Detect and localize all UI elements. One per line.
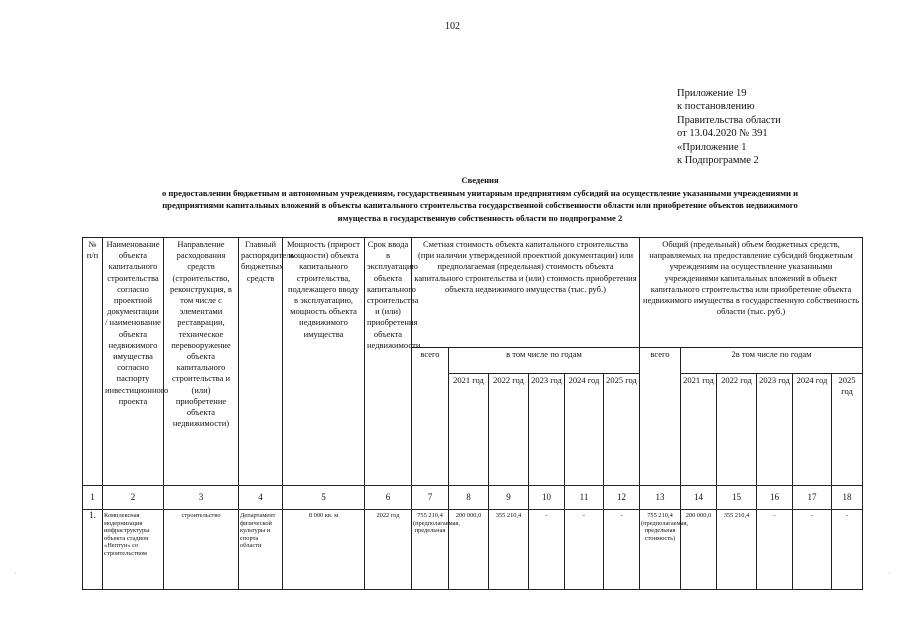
- row-vol-total: 755 210,4 (предполагаемая, предельная стоимость): [640, 510, 681, 590]
- row-est-2024: -: [565, 510, 604, 590]
- column-number: 8: [449, 486, 489, 510]
- row-term: 2022 год: [365, 510, 412, 590]
- title-line: предприятиями капитальных вложений в объекты капитального строительства государственной собственности области или приобретение объектов недвижимого: [162, 200, 798, 211]
- header-vol-year: 2024 год: [793, 374, 832, 486]
- row-est-total: 755 210,4 (предполагаемая, предельная: [412, 510, 449, 590]
- row-object-name: Комплексная модернизация инфраструктуры объекта стадион «Нептун» со строительством: [103, 510, 164, 590]
- column-number: 14: [681, 486, 717, 510]
- appendix-line: Правительства области: [677, 114, 781, 126]
- header-vol-year: 2022 год: [717, 374, 757, 486]
- appendix-block: [677, 87, 781, 167]
- title-line: о предоставлении бюджетным и автономным учреждениям, государственным унитарным предприятиям субсидий на осуществление указанными учреждениями и: [161, 187, 799, 198]
- header-est-year: 2025 год: [604, 374, 640, 486]
- header-manager: Главный распорядитель бюджетных средств: [239, 238, 283, 486]
- column-number: 2: [103, 486, 164, 510]
- header-direction: Направление расходования средств (строительство, реконструкция, в том числе с элементами реставрации, техническое перевооружение объекта капитального строительства и (или) приобретение объекта недвижимости): [164, 238, 239, 486]
- document-title: [80, 174, 880, 224]
- header-vol-by-years: 2в том числе по годам: [681, 348, 863, 374]
- title-heading: Сведения: [461, 175, 499, 185]
- header-capacity: Мощность (прирост мощности) объекта капитального строительства, подлежащего вводу в эксплуатацию, мощность объекта недвижимого имущества: [283, 238, 365, 486]
- row-capacity: 8 000 кв. м: [283, 510, 365, 590]
- header-est-year: 2022 год: [489, 374, 529, 486]
- header-term: Срок ввода в эксплуатацию объекта капитального строительства и (или) приобретения объекта недвижимости: [365, 238, 412, 486]
- row-est-2023: -: [529, 510, 565, 590]
- column-number: 4: [239, 486, 283, 510]
- column-number: 1: [83, 486, 103, 510]
- row-vol-2021: 200 000,0: [681, 510, 717, 590]
- header-est-by-years: в том числе по годам: [449, 348, 640, 374]
- scan-mark: ·: [888, 569, 891, 578]
- table-row: [83, 510, 863, 590]
- row-number: 1.: [83, 510, 103, 590]
- column-number: 3: [164, 486, 239, 510]
- row-est-2025: -: [604, 510, 640, 590]
- header-vol-total: всего: [640, 348, 681, 486]
- header-vol-year: 2021 год: [681, 374, 717, 486]
- data-table: [82, 237, 863, 590]
- appendix-line: от 13.04.2020 № 391: [677, 128, 768, 140]
- row-est-2021: 200 000,0: [449, 510, 489, 590]
- row-direction: строительство: [164, 510, 239, 590]
- column-number: 10: [529, 486, 565, 510]
- row-vol-2025: -: [832, 510, 863, 590]
- title-line: имущества в государственную собственность области по подпрограмме 2: [337, 212, 623, 223]
- header-vol-year: 2023 год: [757, 374, 793, 486]
- column-number: 6: [365, 486, 412, 510]
- page-number: 102: [445, 21, 460, 32]
- appendix-line: Приложение 19: [677, 88, 747, 99]
- column-number: 7: [412, 486, 449, 510]
- row-est-2022: 355 210,4: [489, 510, 529, 590]
- column-number: 16: [757, 486, 793, 510]
- column-number: 13: [640, 486, 681, 510]
- row-vol-2022: 355 210,4: [717, 510, 757, 590]
- header-est-year: 2024 год: [565, 374, 604, 486]
- column-number: 12: [604, 486, 640, 510]
- column-number: 15: [717, 486, 757, 510]
- row-vol-2024: -: [793, 510, 832, 590]
- column-number: 5: [283, 486, 365, 510]
- header-estimate-group: Сметная стоимость объекта капитального строительства (при наличии утвержденной проектной документации) или предполагаемая (предельная) стоимость объекта капитального строительства и (или) стоимость приобретения объекта недвижимого имущества (тыс. руб.): [412, 238, 640, 348]
- header-est-year: 2021 год: [449, 374, 489, 486]
- header-est-year: 2023 год: [529, 374, 565, 486]
- column-number: 17: [793, 486, 832, 510]
- appendix-line: «Приложение 1: [677, 141, 747, 153]
- appendix-line: к Подпрограмме 2: [677, 155, 759, 167]
- header-object-name: Наименование объекта капитального строительства согласно проектной документации / наименование объекта недвижимого имущества согласно паспорту инвестиционного проекта: [103, 238, 164, 486]
- header-volume-group: Общий (предельный) объем бюджетных средств, направляемых на предоставление субсидий бюджетным учреждениям на осуществление указанными учреждениями капитальных вложений в объект капитального строительства или приобретение объекта недвижимого имущества в государственную собственность области (тыс. руб.): [640, 238, 863, 348]
- row-vol-2023: -: [757, 510, 793, 590]
- header-number: № п/п: [83, 238, 103, 486]
- header-vol-year: 2025 год: [832, 374, 863, 486]
- row-manager: Департамент физической культуры и спорта области: [239, 510, 283, 590]
- column-number: 11: [565, 486, 604, 510]
- header-est-total: всего: [412, 348, 449, 486]
- column-number: 18: [832, 486, 863, 510]
- appendix-line: к постановлению: [677, 101, 755, 113]
- column-number: 9: [489, 486, 529, 510]
- scan-mark: ·: [14, 569, 17, 578]
